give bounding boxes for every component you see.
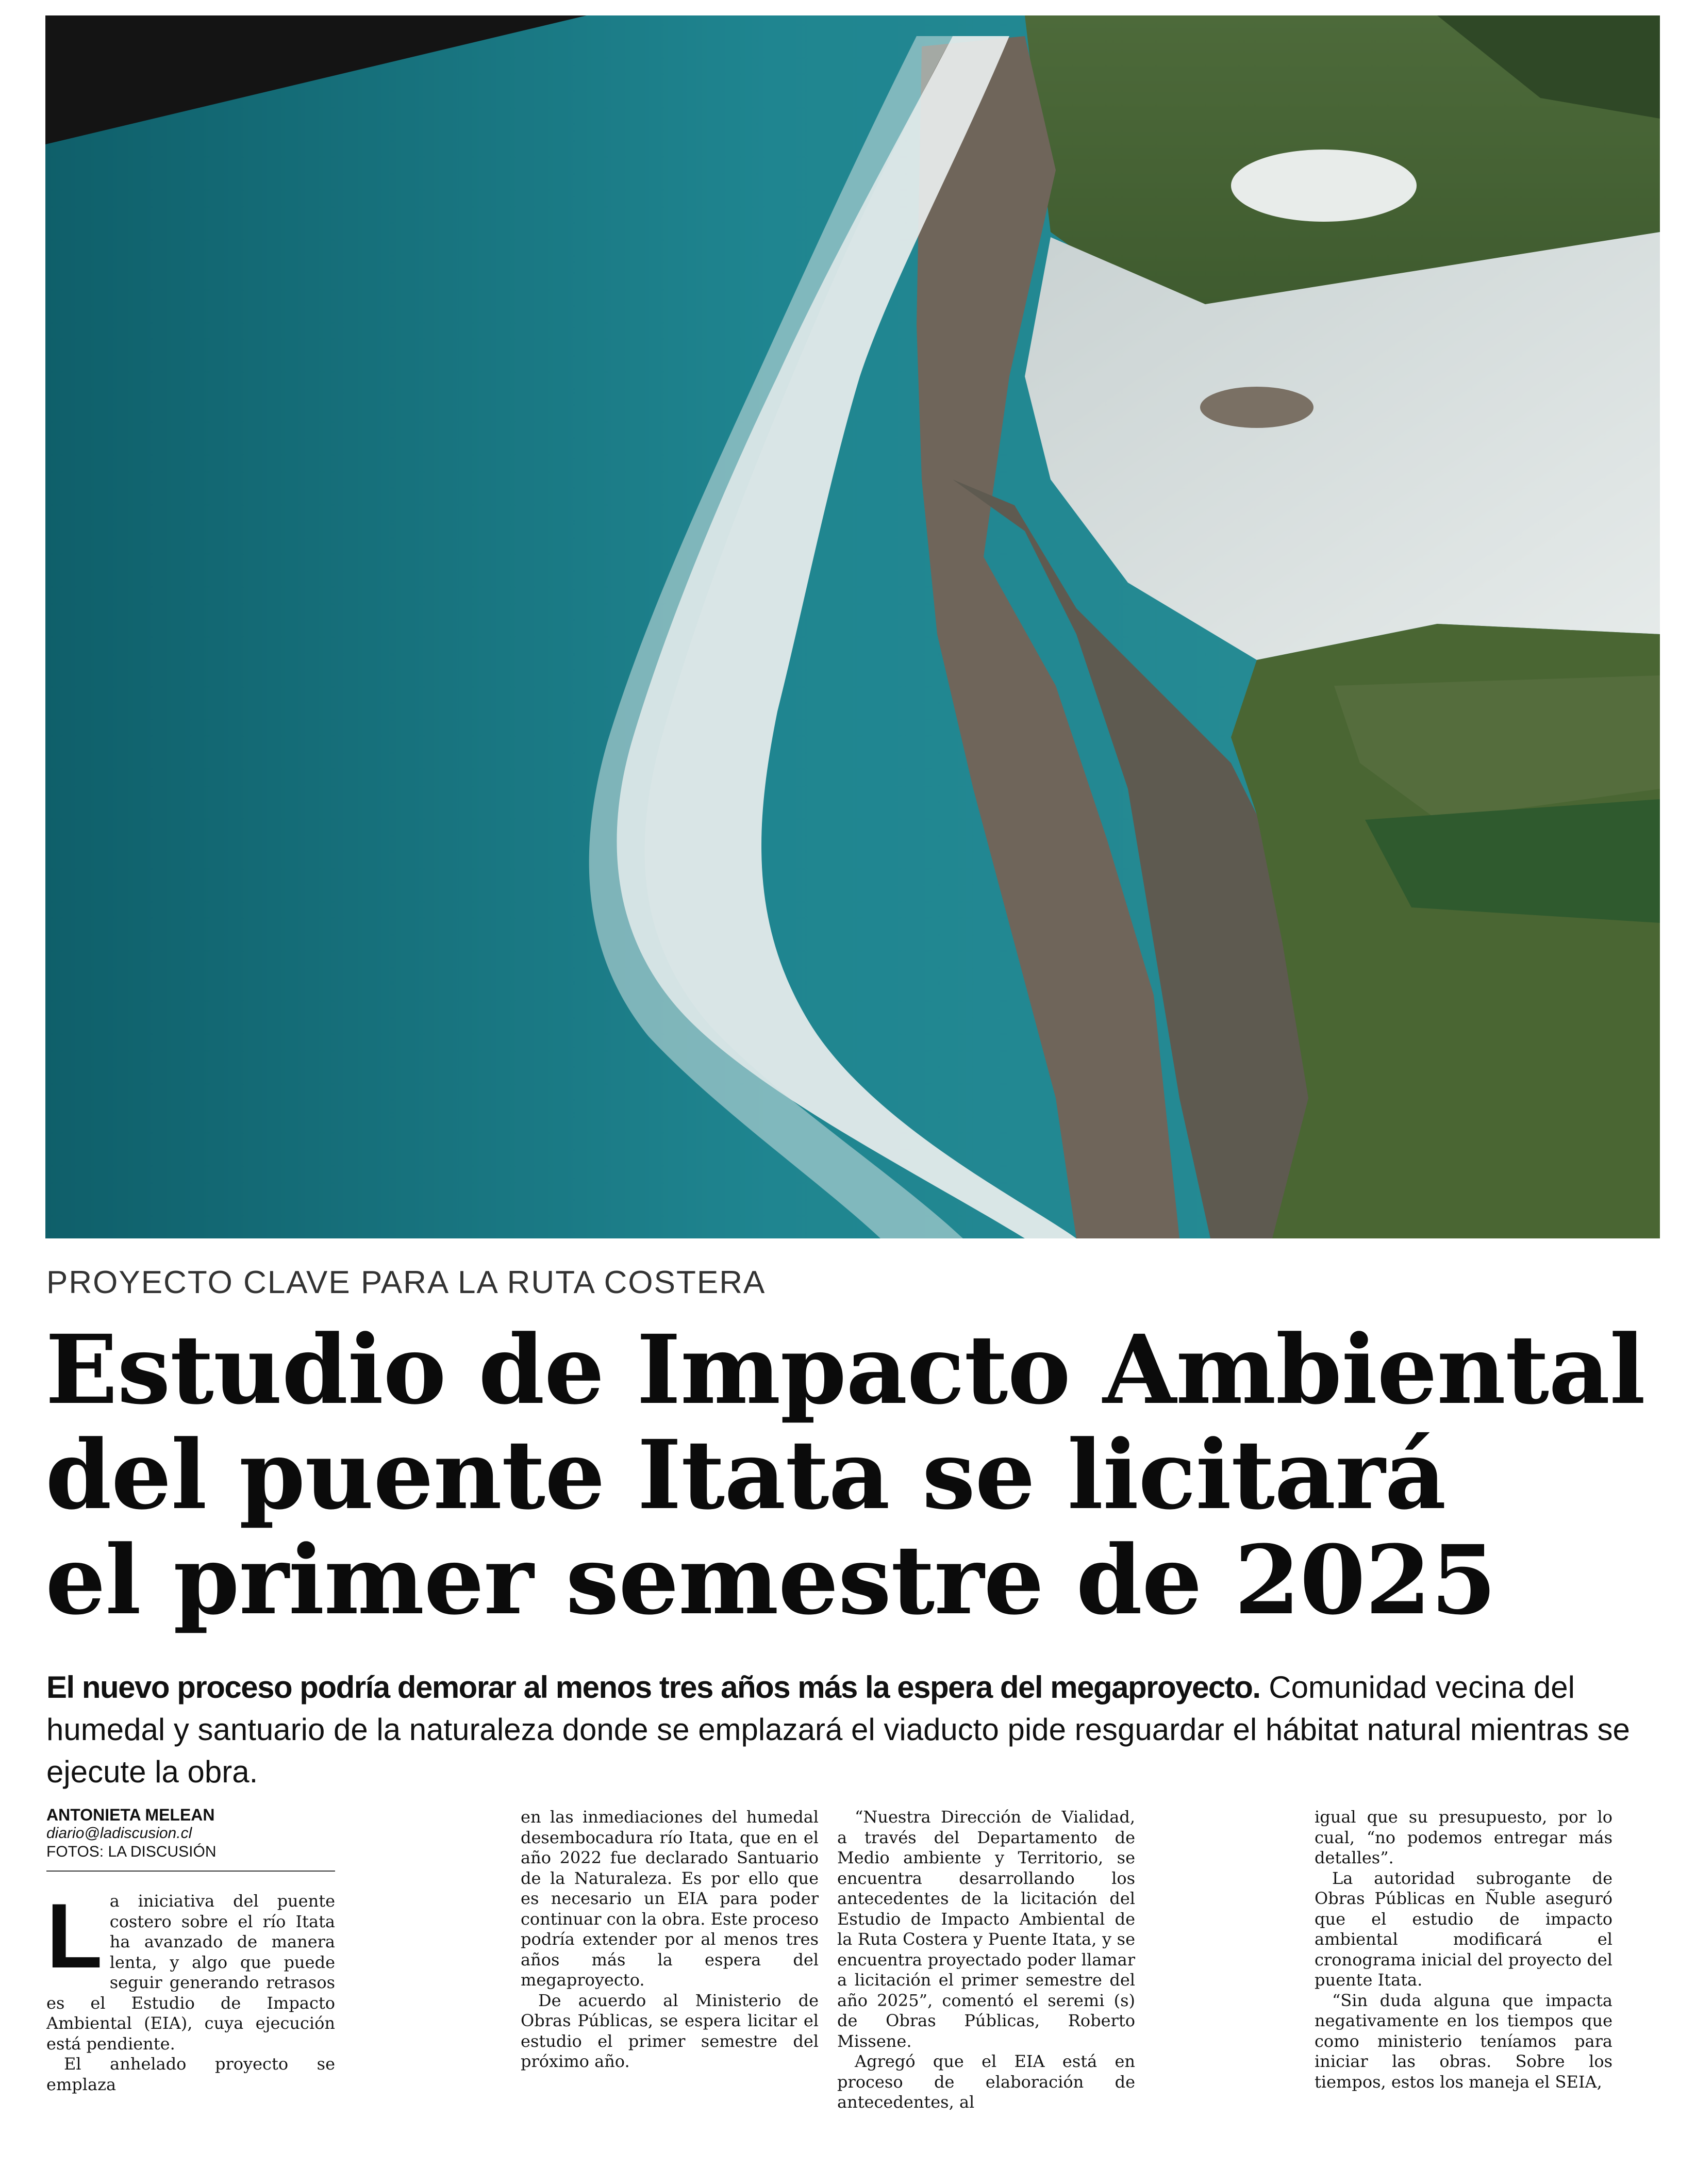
body-paragraph: De acuerdo al Ministerio de Obras Públicas, se espera licitar el estudio el primer semestre del próximo año. — [521, 1990, 819, 2071]
body-paragraph — [46, 1884, 335, 2054]
byline-email: diario@ladiscusion.cl — [46, 1825, 192, 1842]
headline — [45, 1314, 1669, 1636]
body-paragraph: El anhelado proyecto se emplaza — [46, 2054, 335, 2094]
body-column-3 — [837, 1807, 1135, 2113]
body-paragraph: igual que su presupuesto, por lo cual, “no podemos entregar más detalles”. — [1315, 1807, 1612, 1867]
byline-photos: FOTOS: LA DISCUSIÓN — [46, 1843, 217, 1860]
byline-author: ANTONIETA MELEAN — [46, 1806, 215, 1824]
body-paragraph: en las inmediaciones del humedal desembocadura río Itata, que en el año 2022 fue declarado Santuario de la Naturaleza. Es por ello que es necesario un EIA para poder continuar con la obra. Este proceso podría extender por al menos tres años más la espera del megaproyecto. — [521, 1807, 819, 1990]
body-text: a iniciativa del puente costero sobre el río Itata ha avanzado de manera lenta, y algo que puede seguir generando retrasos es el Estudio de Impacto Ambiental (EIA), cuya ejecución está pendiente. — [46, 1891, 335, 2054]
body-column-2 — [521, 1807, 819, 2072]
body-paragraph: “Nuestra Dirección de Vialidad, a través del Departamento de Medio ambiente y Territorio, se encuentra desarrollando los antecedentes de la licitación del Estudio de Impacto Ambiental de la Ruta Costera y Puente Itata, y se encuentra proyectado poder llamar a licitación el primer semestre del año 2025”, comentó el seremi (s) de Obras Públicas, Roberto Missene. — [837, 1807, 1135, 2051]
deck-rest: Comunidad vecina del humedal y santuario de la naturaleza donde se emplazará el viaducto pide resguardar el hábitat natural mientras se ejecute la obra. — [46, 1670, 1630, 1789]
body-column-1 — [46, 1884, 335, 2095]
deck — [46, 1666, 1665, 1793]
aerial-coast-photo — [45, 15, 1660, 1238]
drop-cap: L — [46, 1884, 103, 1987]
body-paragraph: “Sin duda alguna que impacta negativamente en los tiempos que como ministerio teníamos para iniciar las obras. Sobre los tiempos, estos los maneja el SEIA, — [1315, 1990, 1612, 2092]
byline-divider — [46, 1871, 335, 1872]
headline-line-3: el primer semestre de 2025 — [45, 1525, 1497, 1636]
body-column-4 — [1315, 1807, 1612, 2092]
section-kicker: PROYECTO CLAVE PARA LA RUTA COSTERA — [46, 1265, 766, 1300]
headline-line-1: Estudio de Impacto Ambiental — [45, 1314, 1645, 1426]
body-paragraph: Agregó que el EIA está en proceso de elaboración de antecedentes, al — [837, 2051, 1135, 2112]
aerial-coast-photo-icon — [45, 15, 1660, 1238]
headline-line-2: del puente Itata se licitará — [45, 1419, 1446, 1531]
byline — [46, 1806, 335, 1861]
deck-lead: El nuevo proceso podría demorar al menos tres años más la espera del megaproyecto. — [46, 1670, 1260, 1705]
body-paragraph: La autoridad subrogante de Obras Públicas en Ñuble aseguró que el estudio de impacto ambiental modificará el cronograma inicial del proyecto del puente Itata. — [1315, 1868, 1612, 1990]
